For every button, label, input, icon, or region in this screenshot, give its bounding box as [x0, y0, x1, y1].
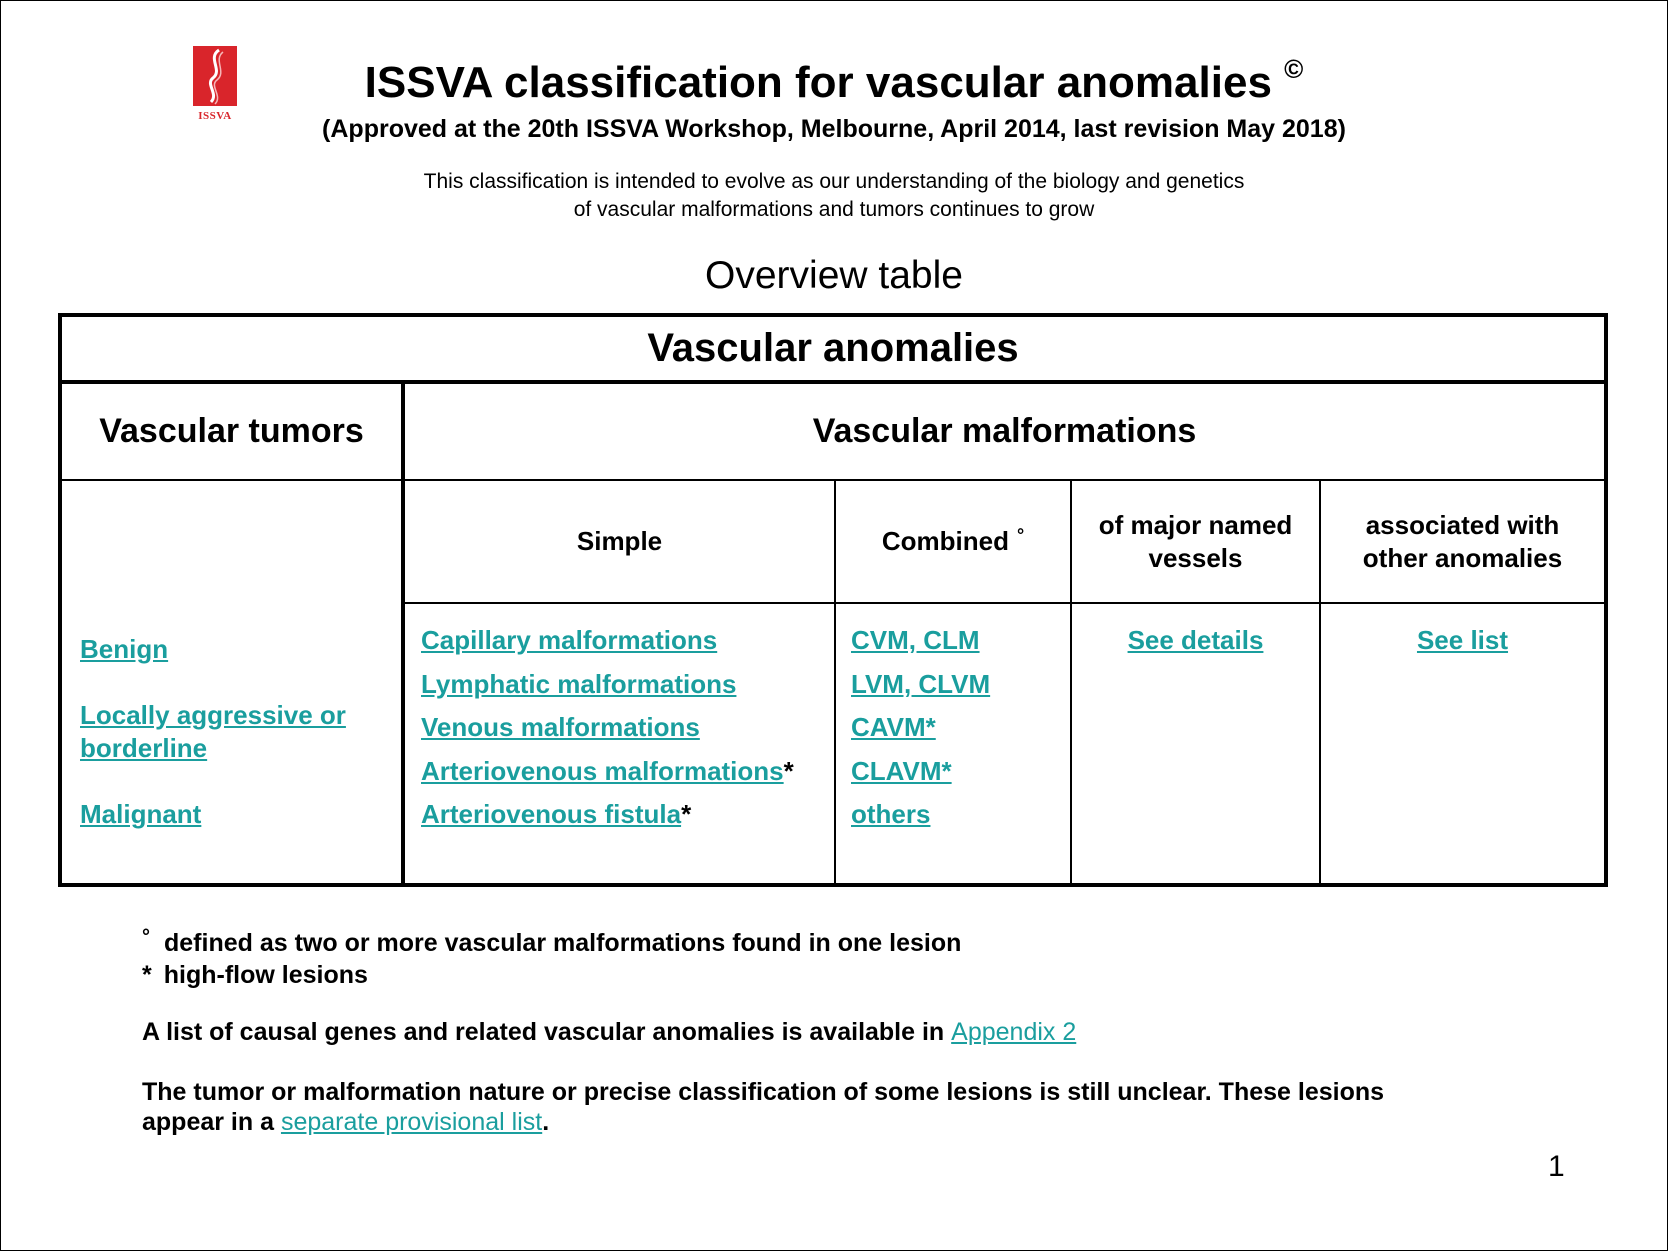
intro-line-2: of vascular malformations and tumors continues to grow [573, 198, 1095, 221]
associated-header-line-2: other anomalies [1362, 542, 1563, 573]
footnotes [142, 928, 961, 990]
provisional-list-link[interactable]: separate provisional list [280, 1108, 543, 1136]
unclear-note-prefix: appear in a [142, 1108, 281, 1136]
table-divider [62, 479, 404, 481]
list-item-suffix: * [783, 755, 794, 786]
malignant-link[interactable]: Malignant [80, 799, 202, 829]
list-item [421, 663, 794, 707]
benign-link[interactable]: Benign [80, 634, 169, 664]
unclear-note-line-2 [142, 1107, 1582, 1137]
page-subtitle: (Approved at the 20th ISSVA Workshop, Melbourne, April 2014, last revision May 2018) [322, 115, 1346, 143]
page-title [0, 54, 1668, 108]
unclear-note [142, 1077, 1582, 1137]
footnote-star [142, 960, 961, 990]
cvm-clm-link[interactable]: CVM, CLM [851, 625, 980, 655]
footnote-degree [142, 928, 961, 960]
genes-note-text: A list of causal genes and related vascular anomalies is available in [142, 1018, 952, 1046]
combined-header [836, 481, 1070, 602]
star-symbol: * [142, 961, 152, 989]
list-item [421, 750, 794, 794]
combined-malformations-list [851, 619, 990, 837]
vascular-tumors-header: Vascular tumors [99, 412, 364, 450]
unclear-note-suffix: . [542, 1108, 550, 1136]
arteriovenous-malformations-link[interactable]: Arteriovenous malformations [421, 755, 784, 786]
intro-text [0, 168, 1668, 224]
simple-malformations-list [421, 619, 794, 837]
locally-aggressive-line-2: borderline [80, 733, 208, 763]
locally-aggressive-link[interactable] [80, 699, 346, 765]
genes-note [142, 1017, 1076, 1047]
capillary-malformations-link[interactable]: Capillary malformations [421, 625, 718, 655]
page-title-text: ISSVA classification for vascular anomalies [364, 58, 1272, 107]
associated-anomalies-header [1321, 481, 1604, 602]
see-list-link[interactable]: See list [1416, 625, 1509, 655]
combined-header-label: Combined [881, 526, 1009, 556]
unclear-note-line-1: The tumor or malformation nature or precise classification of some lesions is still unclear. These lesions [142, 1078, 1385, 1106]
vascular-anomalies-header: Vascular anomalies [647, 326, 1019, 370]
associated-anomalies-cell [1321, 619, 1604, 663]
venous-malformations-link[interactable]: Venous malformations [421, 712, 700, 742]
cavm-link[interactable]: CAVM* [851, 712, 936, 742]
issva-logo-text: ISSVA [198, 110, 232, 122]
major-vessels-cell [1072, 619, 1319, 663]
page-number: 1 [1548, 1150, 1565, 1183]
locally-aggressive-line-1: Locally aggressive or [80, 700, 346, 730]
tumors-list [80, 633, 346, 831]
major-vessels-header-line-1: of major named [1098, 509, 1293, 540]
major-vessels-header-line-2: vessels [1148, 542, 1243, 573]
arteriovenous-fistula-link[interactable]: Arteriovenous fistula [421, 799, 682, 829]
footnote-star-text: high-flow lesions [163, 961, 368, 989]
list-item [421, 619, 794, 663]
appendix-2-link[interactable]: Appendix 2 [951, 1018, 1077, 1046]
list-item [421, 706, 794, 750]
copyright-mark: © [1284, 54, 1304, 84]
major-vessels-header [1072, 481, 1319, 602]
intro-line-1: This classification is intended to evolve as our understanding of the biology and genetics [423, 170, 1245, 193]
lymphatic-malformations-link[interactable]: Lymphatic malformations [421, 668, 737, 699]
clavm-link[interactable]: CLAVM* [851, 755, 952, 786]
table-divider [404, 602, 1604, 604]
simple-header: Simple [576, 526, 663, 556]
overview-heading: Overview table [705, 254, 963, 297]
list-item [421, 793, 794, 837]
combined-degree-mark: ° [1016, 525, 1025, 545]
lvm-clvm-link[interactable]: LVM, CLVM [851, 668, 991, 699]
vascular-malformations-header: Vascular malformations [812, 412, 1197, 450]
degree-symbol: ° [142, 926, 150, 948]
associated-header-line-1: associated with [1365, 509, 1560, 540]
footnote-degree-text: defined as two or more vascular malformations found in one lesion [164, 929, 962, 957]
others-link[interactable]: others [851, 799, 931, 829]
list-item-suffix: * [681, 799, 692, 829]
see-details-link[interactable]: See details [1127, 625, 1264, 655]
overview-table [58, 313, 1608, 887]
